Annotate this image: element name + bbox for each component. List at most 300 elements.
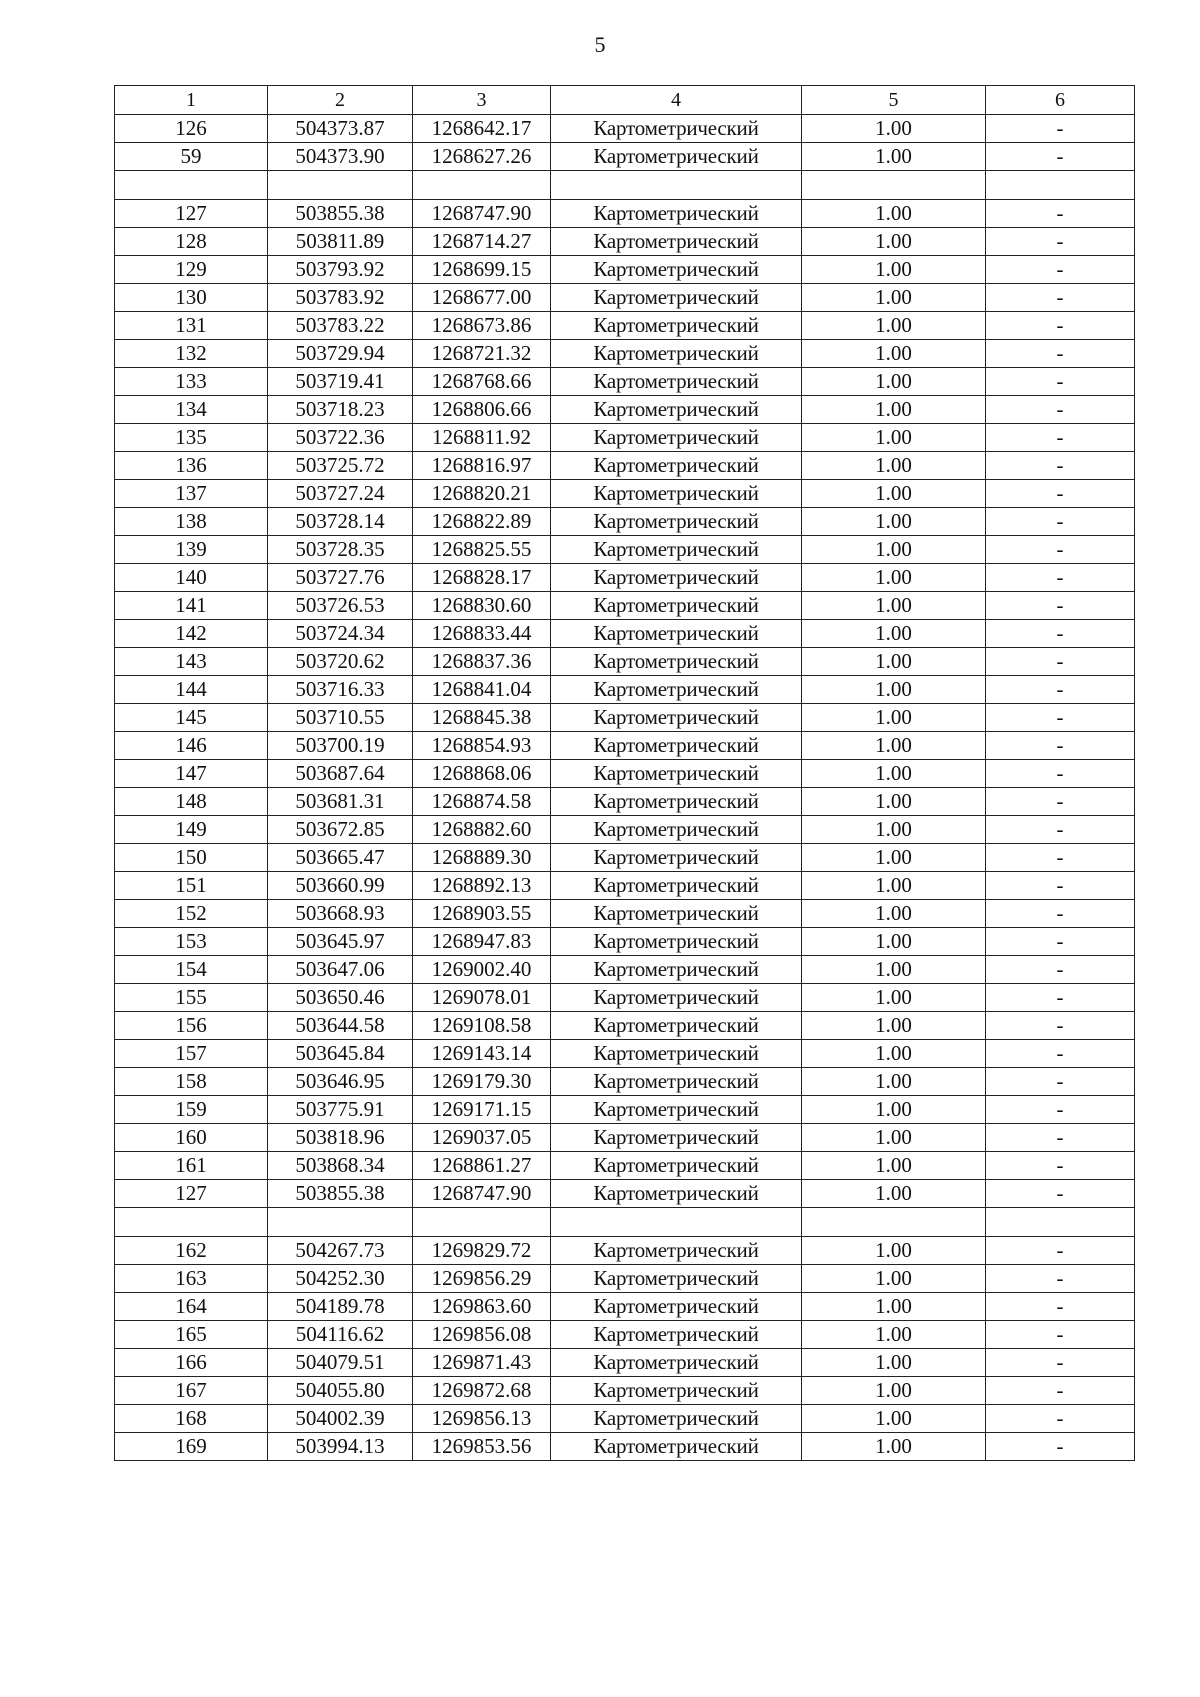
x-coordinate-cell: 504252.30 (268, 1265, 413, 1293)
table-row (115, 200, 1135, 228)
accuracy-cell: 1.00 (802, 452, 986, 480)
table-header-row (115, 86, 1135, 115)
x-coordinate-cell: 503855.38 (268, 200, 413, 228)
point-number-cell: 142 (115, 620, 268, 648)
y-coordinate-cell: 1268642.17 (413, 115, 551, 143)
note-cell: - (986, 1293, 1135, 1321)
table-row (115, 648, 1135, 676)
x-coordinate-cell: 503793.92 (268, 256, 413, 284)
point-number-cell: 169 (115, 1433, 268, 1461)
point-number-cell: 129 (115, 256, 268, 284)
note-cell: - (986, 536, 1135, 564)
point-number-cell: 155 (115, 984, 268, 1012)
method-cell: Картометрический (551, 1377, 802, 1405)
x-coordinate-cell: 503724.34 (268, 620, 413, 648)
accuracy-cell: 1.00 (802, 592, 986, 620)
y-coordinate-cell: 1268845.38 (413, 704, 551, 732)
method-cell: Картометрический (551, 984, 802, 1012)
y-coordinate-cell: 1268833.44 (413, 620, 551, 648)
y-coordinate-cell: 1269002.40 (413, 956, 551, 984)
accuracy-cell: 1.00 (802, 1293, 986, 1321)
table-row (115, 1096, 1135, 1124)
table-row (115, 760, 1135, 788)
method-cell: Картометрический (551, 844, 802, 872)
method-cell: Картометрический (551, 788, 802, 816)
point-number-cell: 128 (115, 228, 268, 256)
method-cell: Картометрический (551, 228, 802, 256)
table-row (115, 1321, 1135, 1349)
accuracy-cell: 1.00 (802, 872, 986, 900)
method-cell: Картометрический (551, 536, 802, 564)
x-coordinate-cell: 504373.90 (268, 143, 413, 171)
point-number-cell: 132 (115, 340, 268, 368)
table-row (115, 1012, 1135, 1040)
point-number-cell: 168 (115, 1405, 268, 1433)
point-number-cell: 131 (115, 312, 268, 340)
empty-cell (551, 171, 802, 200)
note-cell: - (986, 424, 1135, 452)
table-row (115, 704, 1135, 732)
x-coordinate-cell: 504079.51 (268, 1349, 413, 1377)
note-cell: - (986, 1152, 1135, 1180)
point-number-cell: 153 (115, 928, 268, 956)
x-coordinate-cell: 503727.24 (268, 480, 413, 508)
x-coordinate-cell: 503729.94 (268, 340, 413, 368)
y-coordinate-cell: 1268747.90 (413, 1180, 551, 1208)
y-coordinate-cell: 1268830.60 (413, 592, 551, 620)
y-coordinate-cell: 1268677.00 (413, 284, 551, 312)
method-cell: Картометрический (551, 1405, 802, 1433)
x-coordinate-cell: 503668.93 (268, 900, 413, 928)
y-coordinate-cell: 1269856.29 (413, 1265, 551, 1293)
table-row (115, 1040, 1135, 1068)
table-row (115, 1265, 1135, 1293)
method-cell: Картометрический (551, 872, 802, 900)
x-coordinate-cell: 503719.41 (268, 368, 413, 396)
table-row (115, 872, 1135, 900)
accuracy-cell: 1.00 (802, 1377, 986, 1405)
table-separator-row (115, 1208, 1135, 1237)
empty-cell (413, 1208, 551, 1237)
table-row (115, 676, 1135, 704)
x-coordinate-cell: 503687.64 (268, 760, 413, 788)
y-coordinate-cell: 1268822.89 (413, 508, 551, 536)
note-cell: - (986, 228, 1135, 256)
table-row (115, 564, 1135, 592)
point-number-cell: 144 (115, 676, 268, 704)
empty-cell (268, 1208, 413, 1237)
note-cell: - (986, 648, 1135, 676)
empty-cell (551, 1208, 802, 1237)
note-cell: - (986, 508, 1135, 536)
method-cell: Картометрический (551, 340, 802, 368)
y-coordinate-cell: 1269037.05 (413, 1124, 551, 1152)
accuracy-cell: 1.00 (802, 1349, 986, 1377)
note-cell: - (986, 1433, 1135, 1461)
method-cell: Картометрический (551, 200, 802, 228)
note-cell: - (986, 1237, 1135, 1265)
accuracy-cell: 1.00 (802, 620, 986, 648)
point-number-cell: 149 (115, 816, 268, 844)
empty-cell (115, 1208, 268, 1237)
accuracy-cell: 1.00 (802, 704, 986, 732)
note-cell: - (986, 1377, 1135, 1405)
table-row (115, 1405, 1135, 1433)
table-row (115, 1433, 1135, 1461)
y-coordinate-cell: 1269871.43 (413, 1349, 551, 1377)
x-coordinate-cell: 503783.22 (268, 312, 413, 340)
y-coordinate-cell: 1268828.17 (413, 564, 551, 592)
y-coordinate-cell: 1269856.08 (413, 1321, 551, 1349)
point-number-cell: 139 (115, 536, 268, 564)
point-number-cell: 167 (115, 1377, 268, 1405)
method-cell: Картометрический (551, 1040, 802, 1068)
y-coordinate-cell: 1269853.56 (413, 1433, 551, 1461)
accuracy-cell: 1.00 (802, 1180, 986, 1208)
method-cell: Картометрический (551, 564, 802, 592)
point-number-cell: 158 (115, 1068, 268, 1096)
point-number-cell: 135 (115, 424, 268, 452)
note-cell: - (986, 620, 1135, 648)
point-number-cell: 164 (115, 1293, 268, 1321)
accuracy-cell: 1.00 (802, 1068, 986, 1096)
x-coordinate-cell: 503650.46 (268, 984, 413, 1012)
y-coordinate-cell: 1269863.60 (413, 1293, 551, 1321)
note-cell: - (986, 956, 1135, 984)
y-coordinate-cell: 1268874.58 (413, 788, 551, 816)
method-cell: Картометрический (551, 368, 802, 396)
y-coordinate-cell: 1269108.58 (413, 1012, 551, 1040)
note-cell: - (986, 1405, 1135, 1433)
note-cell: - (986, 340, 1135, 368)
column-header: 3 (413, 86, 551, 115)
note-cell: - (986, 368, 1135, 396)
accuracy-cell: 1.00 (802, 536, 986, 564)
point-number-cell: 137 (115, 480, 268, 508)
table-row (115, 284, 1135, 312)
table-row (115, 1124, 1135, 1152)
accuracy-cell: 1.00 (802, 284, 986, 312)
table-row (115, 256, 1135, 284)
empty-cell (802, 171, 986, 200)
y-coordinate-cell: 1268837.36 (413, 648, 551, 676)
y-coordinate-cell: 1268892.13 (413, 872, 551, 900)
y-coordinate-cell: 1268768.66 (413, 368, 551, 396)
y-coordinate-cell: 1268868.06 (413, 760, 551, 788)
y-coordinate-cell: 1268825.55 (413, 536, 551, 564)
y-coordinate-cell: 1268882.60 (413, 816, 551, 844)
accuracy-cell: 1.00 (802, 732, 986, 760)
table-row (115, 956, 1135, 984)
method-cell: Картометрический (551, 1433, 802, 1461)
x-coordinate-cell: 503726.53 (268, 592, 413, 620)
method-cell: Картометрический (551, 620, 802, 648)
method-cell: Картометрический (551, 480, 802, 508)
x-coordinate-cell: 503645.97 (268, 928, 413, 956)
accuracy-cell: 1.00 (802, 480, 986, 508)
x-coordinate-cell: 504267.73 (268, 1237, 413, 1265)
point-number-cell: 163 (115, 1265, 268, 1293)
note-cell: - (986, 844, 1135, 872)
table-row (115, 508, 1135, 536)
method-cell: Картометрический (551, 1068, 802, 1096)
note-cell: - (986, 1040, 1135, 1068)
accuracy-cell: 1.00 (802, 1012, 986, 1040)
x-coordinate-cell: 503660.99 (268, 872, 413, 900)
method-cell: Картометрический (551, 928, 802, 956)
empty-cell (268, 171, 413, 200)
accuracy-cell: 1.00 (802, 424, 986, 452)
note-cell: - (986, 564, 1135, 592)
y-coordinate-cell: 1268747.90 (413, 200, 551, 228)
note-cell: - (986, 115, 1135, 143)
method-cell: Картометрический (551, 452, 802, 480)
y-coordinate-cell: 1268841.04 (413, 676, 551, 704)
accuracy-cell: 1.00 (802, 676, 986, 704)
x-coordinate-cell: 503818.96 (268, 1124, 413, 1152)
note-cell: - (986, 312, 1135, 340)
table-row (115, 480, 1135, 508)
point-number-cell: 166 (115, 1349, 268, 1377)
note-cell: - (986, 143, 1135, 171)
method-cell: Картометрический (551, 508, 802, 536)
note-cell: - (986, 676, 1135, 704)
note-cell: - (986, 1265, 1135, 1293)
accuracy-cell: 1.00 (802, 115, 986, 143)
point-number-cell: 141 (115, 592, 268, 620)
x-coordinate-cell: 503728.14 (268, 508, 413, 536)
accuracy-cell: 1.00 (802, 1040, 986, 1068)
note-cell: - (986, 1321, 1135, 1349)
empty-cell (115, 171, 268, 200)
table-row (115, 1349, 1135, 1377)
note-cell: - (986, 200, 1135, 228)
method-cell: Картометрический (551, 1180, 802, 1208)
table-row (115, 1068, 1135, 1096)
note-cell: - (986, 732, 1135, 760)
column-header: 4 (551, 86, 802, 115)
point-number-cell: 136 (115, 452, 268, 480)
method-cell: Картометрический (551, 284, 802, 312)
note-cell: - (986, 1180, 1135, 1208)
note-cell: - (986, 1096, 1135, 1124)
point-number-cell: 145 (115, 704, 268, 732)
empty-cell (986, 1208, 1135, 1237)
accuracy-cell: 1.00 (802, 368, 986, 396)
note-cell: - (986, 928, 1135, 956)
note-cell: - (986, 1012, 1135, 1040)
accuracy-cell: 1.00 (802, 340, 986, 368)
accuracy-cell: 1.00 (802, 256, 986, 284)
table-row (115, 228, 1135, 256)
column-header: 2 (268, 86, 413, 115)
accuracy-cell: 1.00 (802, 1321, 986, 1349)
y-coordinate-cell: 1268889.30 (413, 844, 551, 872)
method-cell: Картометрический (551, 816, 802, 844)
accuracy-cell: 1.00 (802, 1152, 986, 1180)
method-cell: Картометрический (551, 256, 802, 284)
y-coordinate-cell: 1268903.55 (413, 900, 551, 928)
y-coordinate-cell: 1268811.92 (413, 424, 551, 452)
point-number-cell: 147 (115, 760, 268, 788)
method-cell: Картометрический (551, 1293, 802, 1321)
point-number-cell: 154 (115, 956, 268, 984)
point-number-cell: 148 (115, 788, 268, 816)
x-coordinate-cell: 504116.62 (268, 1321, 413, 1349)
point-number-cell: 133 (115, 368, 268, 396)
x-coordinate-cell: 503700.19 (268, 732, 413, 760)
table-row (115, 312, 1135, 340)
y-coordinate-cell: 1268861.27 (413, 1152, 551, 1180)
y-coordinate-cell: 1269856.13 (413, 1405, 551, 1433)
accuracy-cell: 1.00 (802, 396, 986, 424)
note-cell: - (986, 452, 1135, 480)
table-row (115, 900, 1135, 928)
table-row (115, 143, 1135, 171)
method-cell: Картометрический (551, 732, 802, 760)
point-number-cell: 156 (115, 1012, 268, 1040)
point-number-cell: 162 (115, 1237, 268, 1265)
note-cell: - (986, 1068, 1135, 1096)
point-number-cell: 59 (115, 143, 268, 171)
table-row (115, 368, 1135, 396)
method-cell: Картометрический (551, 1124, 802, 1152)
accuracy-cell: 1.00 (802, 844, 986, 872)
coordinates-table-body (115, 86, 1135, 1461)
x-coordinate-cell: 503644.58 (268, 1012, 413, 1040)
x-coordinate-cell: 503722.36 (268, 424, 413, 452)
accuracy-cell: 1.00 (802, 1265, 986, 1293)
page-number: 5 (594, 32, 606, 57)
accuracy-cell: 1.00 (802, 1237, 986, 1265)
point-number-cell: 159 (115, 1096, 268, 1124)
table-row (115, 452, 1135, 480)
table-row (115, 340, 1135, 368)
method-cell: Картометрический (551, 396, 802, 424)
accuracy-cell: 1.00 (802, 956, 986, 984)
accuracy-cell: 1.00 (802, 228, 986, 256)
point-number-cell: 127 (115, 1180, 268, 1208)
y-coordinate-cell: 1268806.66 (413, 396, 551, 424)
accuracy-cell: 1.00 (802, 1096, 986, 1124)
method-cell: Картометрический (551, 676, 802, 704)
table-row (115, 816, 1135, 844)
note-cell: - (986, 788, 1135, 816)
point-number-cell: 143 (115, 648, 268, 676)
x-coordinate-cell: 503720.62 (268, 648, 413, 676)
y-coordinate-cell: 1268854.93 (413, 732, 551, 760)
empty-cell (413, 171, 551, 200)
accuracy-cell: 1.00 (802, 143, 986, 171)
method-cell: Картометрический (551, 1321, 802, 1349)
method-cell: Картометрический (551, 424, 802, 452)
table-row (115, 115, 1135, 143)
point-number-cell: 146 (115, 732, 268, 760)
method-cell: Картометрический (551, 1265, 802, 1293)
table-row (115, 1152, 1135, 1180)
x-coordinate-cell: 503718.23 (268, 396, 413, 424)
y-coordinate-cell: 1268947.83 (413, 928, 551, 956)
note-cell: - (986, 900, 1135, 928)
note-cell: - (986, 872, 1135, 900)
x-coordinate-cell: 503775.91 (268, 1096, 413, 1124)
accuracy-cell: 1.00 (802, 984, 986, 1012)
column-header: 5 (802, 86, 986, 115)
x-coordinate-cell: 503645.84 (268, 1040, 413, 1068)
accuracy-cell: 1.00 (802, 928, 986, 956)
x-coordinate-cell: 504002.39 (268, 1405, 413, 1433)
note-cell: - (986, 1124, 1135, 1152)
empty-cell (802, 1208, 986, 1237)
y-coordinate-cell: 1268721.32 (413, 340, 551, 368)
table-row (115, 732, 1135, 760)
table-row (115, 928, 1135, 956)
x-coordinate-cell: 503725.72 (268, 452, 413, 480)
table-row (115, 1237, 1135, 1265)
coordinates-table (114, 85, 1135, 1461)
table-row (115, 396, 1135, 424)
x-coordinate-cell: 503855.38 (268, 1180, 413, 1208)
y-coordinate-cell: 1269179.30 (413, 1068, 551, 1096)
y-coordinate-cell: 1268673.86 (413, 312, 551, 340)
accuracy-cell: 1.00 (802, 1124, 986, 1152)
accuracy-cell: 1.00 (802, 1433, 986, 1461)
accuracy-cell: 1.00 (802, 788, 986, 816)
accuracy-cell: 1.00 (802, 760, 986, 788)
accuracy-cell: 1.00 (802, 200, 986, 228)
y-coordinate-cell: 1269143.14 (413, 1040, 551, 1068)
x-coordinate-cell: 503728.35 (268, 536, 413, 564)
x-coordinate-cell: 503681.31 (268, 788, 413, 816)
y-coordinate-cell: 1269171.15 (413, 1096, 551, 1124)
method-cell: Картометрический (551, 956, 802, 984)
note-cell: - (986, 592, 1135, 620)
accuracy-cell: 1.00 (802, 564, 986, 592)
x-coordinate-cell: 503727.76 (268, 564, 413, 592)
table-row (115, 424, 1135, 452)
point-number-cell: 161 (115, 1152, 268, 1180)
x-coordinate-cell: 503994.13 (268, 1433, 413, 1461)
empty-cell (986, 171, 1135, 200)
method-cell: Картометрический (551, 1349, 802, 1377)
x-coordinate-cell: 503716.33 (268, 676, 413, 704)
table-row (115, 984, 1135, 1012)
note-cell: - (986, 396, 1135, 424)
method-cell: Картометрический (551, 900, 802, 928)
y-coordinate-cell: 1269829.72 (413, 1237, 551, 1265)
point-number-cell: 151 (115, 872, 268, 900)
point-number-cell: 138 (115, 508, 268, 536)
y-coordinate-cell: 1269872.68 (413, 1377, 551, 1405)
method-cell: Картометрический (551, 143, 802, 171)
table-row (115, 592, 1135, 620)
method-cell: Картометрический (551, 1237, 802, 1265)
y-coordinate-cell: 1268699.15 (413, 256, 551, 284)
point-number-cell: 150 (115, 844, 268, 872)
x-coordinate-cell: 503665.47 (268, 844, 413, 872)
note-cell: - (986, 284, 1135, 312)
y-coordinate-cell: 1268820.21 (413, 480, 551, 508)
table-row (115, 1180, 1135, 1208)
x-coordinate-cell: 503783.92 (268, 284, 413, 312)
method-cell: Картометрический (551, 1152, 802, 1180)
table-row (115, 844, 1135, 872)
point-number-cell: 126 (115, 115, 268, 143)
point-number-cell: 165 (115, 1321, 268, 1349)
method-cell: Картометрический (551, 592, 802, 620)
column-header: 1 (115, 86, 268, 115)
note-cell: - (986, 984, 1135, 1012)
